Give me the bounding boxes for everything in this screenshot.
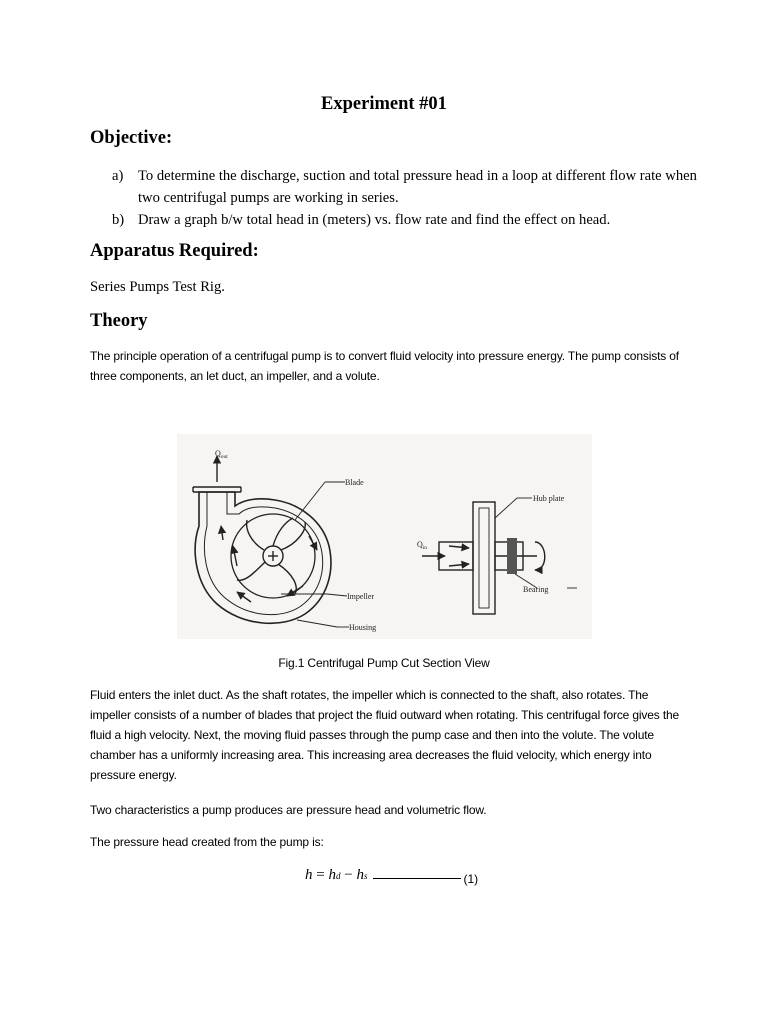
list-marker: a) [112,168,124,184]
impeller-label: Impeller [347,592,375,601]
eq-lhs: h [305,867,313,883]
theory-paragraph-1: Fluid enters the inlet duct. As the shaft rotates, the impeller which is connected to the shaft, also rotates. The impeller consists of a number of blades that project the fluid outward when rotating. This centrifugal force gives the fluid a high velocity. Next, the moving fluid passes through the pump case and then into the volute. The volute chamber has a uniformly increasing area. This increasing area decreases the fluid velocity, which energy into pressure energy. [90,688,680,782]
apparatus-text: Series Pumps Test Rig. [90,279,225,295]
page-title: Experiment #01 [321,94,447,114]
eq-fill-line [373,866,461,879]
eq-hs: h [356,867,364,883]
volute-housing [193,456,331,623]
bearing-label: Bearing [523,585,549,594]
eq-number: (1) [463,872,479,886]
impeller [221,514,317,602]
blade-label: Blade [345,478,364,487]
theory-intro-paragraph: The principle operation of a centrifugal pump is to convert fluid velocity into pressure energy. The pump consists of three components, an let duct, an impeller, and a volute. [90,349,679,383]
objective-list [112,165,702,231]
eq-hd: h [328,867,336,883]
hub-plate-label: Hub plate [533,494,565,503]
side-view-section [422,502,545,614]
list-item [112,165,702,209]
pressure-head-equation [305,866,478,884]
eq-minus: − [340,867,357,883]
q-out-label: $Q_{out}$ [215,449,228,460]
housing-label: Housing [349,623,377,632]
eq-hd-sub: d [335,871,341,881]
list-item-text: To determine the discharge, suction and total pressure head in a loop at different flow rate when two centrifugal pumps are working in series. [138,168,697,206]
eq-hs-sub: s [363,871,368,881]
pump-cut-section-figure [177,434,592,639]
eq-equals: = [312,867,329,883]
list-marker: b) [112,212,125,228]
q-in-label: $Q_{in}$ [417,540,428,551]
objective-heading: Objective: [90,128,173,148]
list-item [112,209,702,231]
list-item-text: Draw a graph b/w total head in (meters) vs. flow rate and find the effect on head. [138,212,611,228]
theory-heading: Theory [90,311,148,331]
theory-paragraph-3: The pressure head created from the pump is: [90,835,324,849]
apparatus-heading: Apparatus Required: [90,241,259,261]
figure-caption: Fig.1 Centrifugal Pump Cut Section View [278,656,490,670]
theory-paragraph-2: Two characteristics a pump produces are pressure head and volumetric flow. [90,803,487,817]
pump-diagram [177,434,592,639]
